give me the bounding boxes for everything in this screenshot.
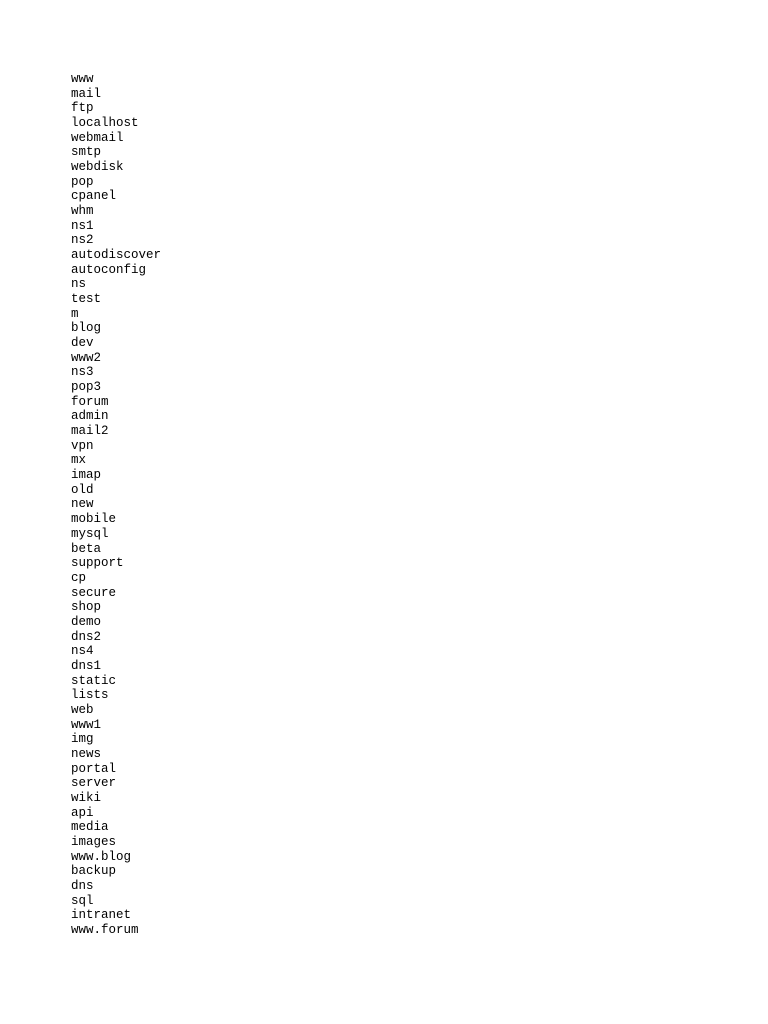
list-item: www	[71, 72, 94, 86]
list-item: admin	[71, 409, 109, 424]
list-item: pop3	[71, 380, 102, 395]
list-item: shop	[71, 600, 102, 615]
list-item: autodiscover	[71, 248, 162, 263]
list-item: mail2	[71, 424, 109, 439]
list-item: test	[71, 292, 102, 307]
list-item: localhost	[71, 116, 139, 131]
list-item: vpn	[71, 438, 94, 453]
list-item: mail	[71, 86, 102, 101]
list-item: backup	[71, 864, 117, 879]
list-item: www1	[71, 717, 102, 732]
list-item: cpanel	[71, 189, 117, 204]
subdomain-list	[71, 72, 161, 938]
list-item: webmail	[71, 130, 124, 145]
list-item: img	[71, 732, 94, 747]
list-item: support	[71, 556, 124, 571]
list-item: ns	[71, 277, 87, 292]
list-item: intranet	[71, 908, 132, 923]
list-item: cp	[71, 570, 87, 585]
list-item: ftp	[71, 101, 94, 116]
list-item: m	[71, 306, 79, 321]
list-item: media	[71, 820, 109, 835]
list-item: ns2	[71, 233, 94, 248]
list-item: news	[71, 746, 102, 761]
list-item: dns2	[71, 629, 102, 644]
list-item: forum	[71, 394, 109, 409]
list-item: server	[71, 776, 117, 791]
list-item: beta	[71, 541, 102, 556]
list-item: imap	[71, 468, 102, 483]
list-item: portal	[71, 761, 117, 776]
list-item: pop	[71, 174, 94, 189]
list-item: images	[71, 834, 117, 849]
list-item: dev	[71, 336, 94, 351]
list-item: blog	[71, 321, 102, 336]
list-item: static	[71, 673, 117, 688]
list-item: dns1	[71, 658, 102, 673]
list-item: old	[71, 482, 94, 497]
list-item: ns1	[71, 218, 94, 233]
list-item: lists	[71, 688, 109, 703]
list-item: dns	[71, 878, 94, 893]
list-item: ns4	[71, 644, 94, 659]
list-item: secure	[71, 585, 117, 600]
list-item: new	[71, 497, 94, 512]
list-item: api	[71, 805, 94, 820]
list-item: mysql	[71, 526, 109, 541]
list-item: autoconfig	[71, 262, 147, 277]
list-item: mobile	[71, 512, 117, 527]
list-item: webdisk	[71, 160, 124, 175]
list-item: ns3	[71, 365, 94, 380]
list-item: www2	[71, 350, 102, 365]
list-item: whm	[71, 204, 94, 219]
list-item: web	[71, 702, 94, 717]
list-item: www.forum	[71, 922, 139, 937]
list-item: demo	[71, 614, 102, 629]
list-item: smtp	[71, 145, 102, 160]
list-item: sql	[71, 893, 94, 908]
list-item: mx	[71, 453, 87, 468]
list-item: www.blog	[71, 849, 132, 864]
list-item: wiki	[71, 790, 102, 805]
